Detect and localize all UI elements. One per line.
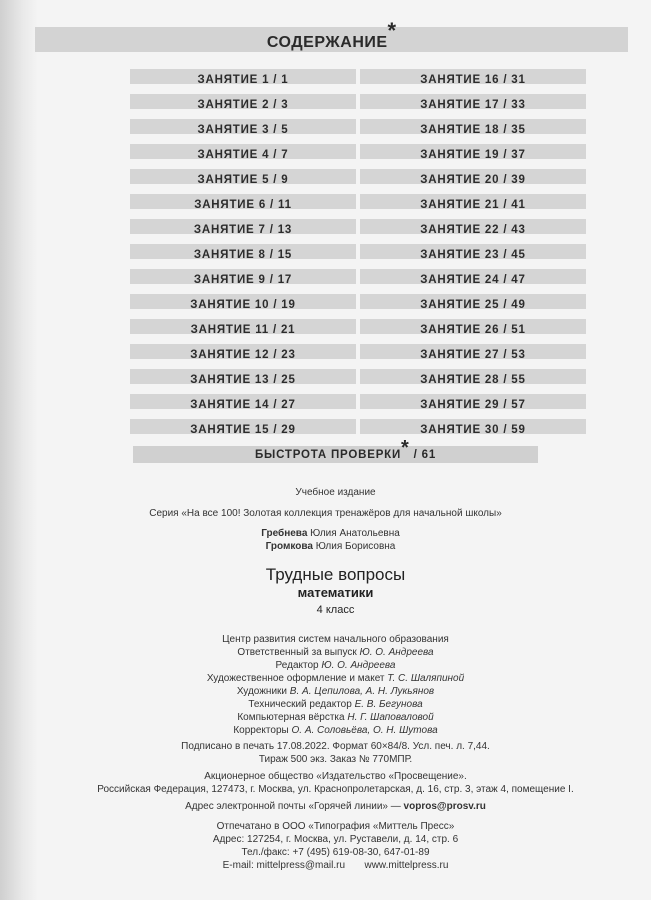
toc-item: ЗАНЯТИЕ 27 / 53 (360, 344, 586, 359)
speed-check-label: БЫСТРОТА ПРОВЕРКИ (254, 449, 402, 461)
printer-info: Отпечатано в ООО «Типография «Миттель Пресс» Адрес: 127254, г. Москва, ул. Руставели, д. 14, стр. 6 Тел./факс: +7 (495) 619-08-30, 647-01-89 E-mail: mittelpress@mail.ru www.mittelpress.ru (212, 821, 459, 871)
hotline-info: Адрес электронной почты «Горячей линии» — vopros@prosv.ru (185, 801, 486, 812)
toc-item: ЗАНЯТИЕ 21 / 41 (360, 194, 586, 209)
toc-item: ЗАНЯТИЕ 7 / 13 (130, 219, 356, 234)
toc-item: ЗАНЯТИЕ 18 / 35 (360, 119, 586, 134)
credit-line: Художественное оформление и макет Т. С. Шаляпиной (206, 673, 465, 684)
colophon-author-2: Громкова Юлия Борисовна (265, 541, 396, 552)
speed-check-page: / 61 (413, 449, 437, 461)
toc-item: ЗАНЯТИЕ 5 / 9 (130, 169, 356, 184)
toc-item: ЗАНЯТИЕ 13 / 25 (130, 369, 356, 384)
toc-item: ЗАНЯТИЕ 22 / 43 (360, 219, 586, 234)
toc-item: ЗАНЯТИЕ 19 / 37 (360, 144, 586, 159)
colophon-author-1: Гребнева Юлия Анатольевна (261, 528, 400, 539)
contents-title: СОДЕРЖАНИЕ (266, 34, 388, 51)
toc-item: ЗАНЯТИЕ 30 / 59 (360, 419, 586, 434)
toc-item: ЗАНЯТИЕ 25 / 49 (360, 294, 586, 309)
toc-item: ЗАНЯТИЕ 20 / 39 (360, 169, 586, 184)
speed-check-item (133, 437, 538, 463)
toc-item: ЗАНЯТИЕ 17 / 33 (360, 94, 586, 109)
book-subtitle: математики (297, 585, 374, 600)
contents-right-column (360, 69, 586, 444)
toc-item: ЗАНЯТИЕ 14 / 27 (130, 394, 356, 409)
credit-line: Компьютерная вёрстка Н. Г. Шаповаловой (237, 712, 434, 723)
credits (0, 633, 651, 737)
toc-item: ЗАНЯТИЕ 3 / 5 (130, 119, 356, 134)
credit-line: Редактор Ю. О. Андреева (275, 660, 396, 671)
toc-item: ЗАНЯТИЕ 12 / 23 (130, 344, 356, 359)
colophon-series: Серия «На все 100! Золотая коллекция тренажёров для начальной школы» (149, 508, 502, 519)
contents-title-star: * (387, 18, 397, 43)
toc-item: ЗАНЯТИЕ 26 / 51 (360, 319, 586, 334)
colophon-edition-type: Учебное издание (295, 487, 376, 498)
publisher-info: Акционерное общество «Издательство «Просвещение». Российская Федерация, 127473, г. Москва, ул. Краснопролетарская, д. 16, стр. 3, этаж 4, помещение I. (97, 771, 574, 795)
toc-item: ЗАНЯТИЕ 4 / 7 (130, 144, 356, 159)
credit-line: Центр развития систем начального образования (222, 634, 449, 645)
speed-check-star: * (401, 437, 410, 459)
toc-item: ЗАНЯТИЕ 1 / 1 (130, 69, 356, 84)
toc-item: ЗАНЯТИЕ 8 / 15 (130, 244, 356, 259)
book-grade: 4 класс (316, 604, 355, 616)
toc-item: ЗАНЯТИЕ 6 / 11 (130, 194, 356, 209)
hotline-email: vopros@prosv.ru (403, 801, 486, 812)
toc-item: ЗАНЯТИЕ 29 / 57 (360, 394, 586, 409)
credit-line: Корректоры О. А. Соловьёва, О. Н. Шутова (233, 725, 438, 736)
contents-header (35, 18, 628, 52)
credit-line: Художники В. А. Цепилова, А. Н. Лукьянов (236, 686, 435, 697)
toc-item: ЗАНЯТИЕ 16 / 31 (360, 69, 586, 84)
toc-item: ЗАНЯТИЕ 11 / 21 (130, 319, 356, 334)
contents-left-column (130, 69, 356, 444)
credit-line: Ответственный за выпуск Ю. О. Андреева (237, 647, 434, 658)
toc-item: ЗАНЯТИЕ 10 / 19 (130, 294, 356, 309)
toc-item: ЗАНЯТИЕ 9 / 17 (130, 269, 356, 284)
toc-item: ЗАНЯТИЕ 23 / 45 (360, 244, 586, 259)
credit-line: Технический редактор Е. В. Бегунова (248, 699, 423, 710)
toc-item: ЗАНЯТИЕ 24 / 47 (360, 269, 586, 284)
book-title: Трудные вопросы (265, 565, 406, 584)
print-info: Подписано в печать 17.08.2022. Формат 60×84/8. Усл. печ. л. 7,44. Тираж 500 экз. Заказ № 770МПР. (181, 741, 490, 765)
toc-item: ЗАНЯТИЕ 28 / 55 (360, 369, 586, 384)
toc-item: ЗАНЯТИЕ 2 / 3 (130, 94, 356, 109)
toc-item: ЗАНЯТИЕ 15 / 29 (130, 419, 356, 434)
